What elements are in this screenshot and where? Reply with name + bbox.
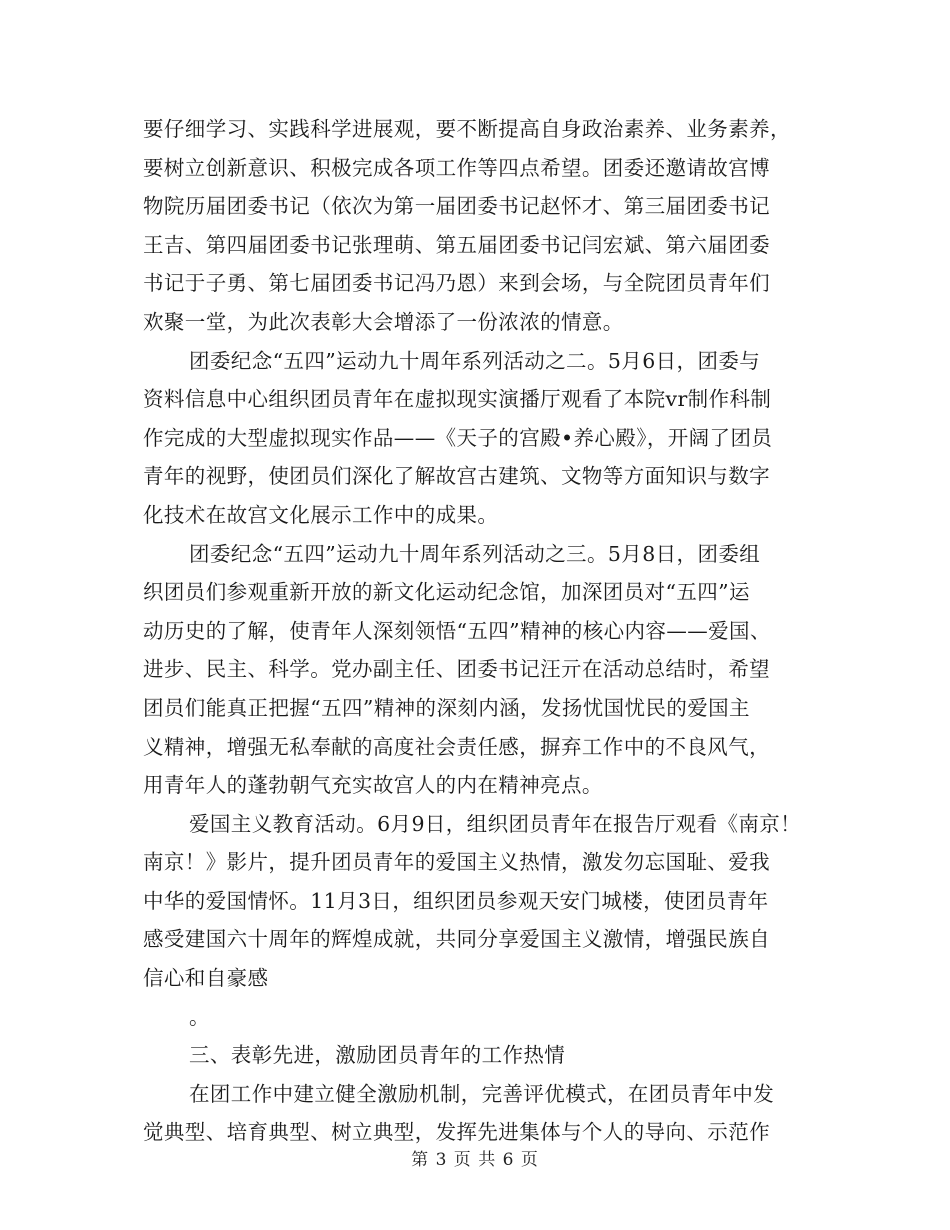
paragraph-start-line: 在团工作中建立健全激励机制，完善评优模式，在团员青年中发 bbox=[189, 1081, 775, 1106]
text-line: 动历史的了解，使青年人深刻领悟“五四”精神的核心内容——爱国、 bbox=[143, 618, 771, 643]
text-line: 义精神，增强无私奉献的高度社会责任感，摒弃工作中的不良风气， bbox=[143, 734, 770, 759]
text-line: 中华的爱国情怀。11月3日，组织团员参观天安门城楼，使团员青年 bbox=[143, 888, 769, 913]
page-number-footer: 第 3 页 共 6 页 bbox=[411, 1150, 539, 1170]
document-body bbox=[143, 110, 813, 1152]
text-line: 王吉、第四届团委书记张理萌、第五届团委书记闫宏斌、第六届团委 bbox=[143, 232, 770, 257]
text-line: 资料信息中心组织团员青年在虚拟现实演播厅观看了本院vr制作科制 bbox=[143, 387, 772, 412]
section-heading: 三、表彰先进，激励团员青年的工作热情 bbox=[189, 1043, 566, 1068]
text-line: 。 bbox=[189, 1004, 210, 1029]
text-line: 觉典型、培育典型、树立典型，发挥先进集体与个人的导向、示范作 bbox=[143, 1120, 770, 1145]
text-line: 南京！》影片，提升团员青年的爱国主义热情，激发勿忘国耻、爱我 bbox=[143, 850, 770, 875]
text-line: 要仔细学习、实践科学进展观，要不断提高自身政治素养、业务素养， bbox=[143, 117, 791, 141]
text-line: 书记于子勇、第七届团委书记冯乃恩）来到会场，与全院团员青年们 bbox=[143, 271, 770, 296]
text-line: 用青年人的蓬勃朝气充实故宫人的内在精神亮点。 bbox=[143, 773, 603, 798]
text-line: 团员们能真正把握“五四”精神的深刻内涵，发扬忧国忧民的爱国主 bbox=[143, 695, 750, 720]
paragraph-start-line: 团委纪念“五四”运动九十周年系列活动之二。5月6日，团委与 bbox=[189, 348, 761, 373]
text-line: 化技术在故宫文化展示工作中的成果。 bbox=[143, 502, 499, 527]
text-line: 物院历届团委书记（依次为第一届团委书记赵怀才、第三届团委书记 bbox=[143, 194, 770, 219]
paragraph-start-line: 团委纪念“五四”运动九十周年系列活动之三。5月8日，团委组 bbox=[189, 541, 761, 566]
text-line: 作完成的大型虚拟现实作品——《天子的宫殿•养心殿》，开阔了团员 bbox=[143, 425, 773, 450]
text-line: 信心和自豪感 bbox=[143, 966, 269, 991]
text-line: 进步、民主、科学。党办副主任、团委书记汪亓在活动总结时，希望 bbox=[143, 657, 770, 682]
text-line: 要树立创新意识、积极完成各项工作等四点希望。团委还邀请故宫博 bbox=[143, 155, 770, 180]
text-line: 青年的视野，使团员们深化了解故宫古建筑、文物等方面知识与数字 bbox=[143, 464, 770, 489]
text-line: 感受建国六十周年的辉煌成就，共同分享爱国主义激情，增强民族自 bbox=[143, 927, 770, 952]
text-line: 欢聚一堂，为此次表彰大会增添了一份浓浓的情意。 bbox=[143, 309, 624, 334]
text-line: 织团员们参观重新开放的新文化运动纪念馆，加深团员对“五四”运 bbox=[143, 580, 750, 605]
paragraph-start-line: 爱国主义教育活动。6月9日，组织团员青年在报告厅观看《南京！ bbox=[189, 811, 802, 836]
